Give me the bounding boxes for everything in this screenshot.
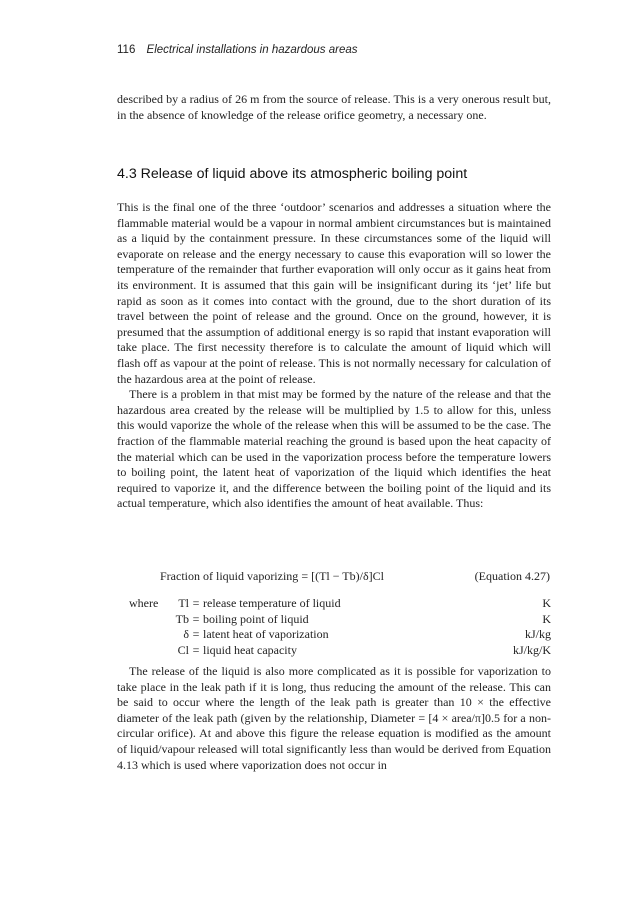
equation-body [160, 569, 384, 584]
equation-expression: = [(Tl − Tb)/δ]Cl [301, 569, 384, 583]
where-label: where [129, 596, 159, 610]
variable-definitions [129, 596, 551, 658]
running-title: Electrical installations in hazardous areas [146, 44, 358, 56]
equation-4-27 [160, 569, 550, 584]
intro-block [117, 92, 551, 123]
variable-definition: release temperature of liquid [203, 596, 341, 610]
section-body [117, 200, 551, 512]
equation-tag: (Equation 4.27) [474, 569, 550, 583]
variable-symbol: Cl [177, 642, 189, 657]
equation-label: Fraction of liquid vaporizing [160, 569, 299, 583]
section-heading: 4.3 Release of liquid above its atmospheric boiling point [117, 166, 468, 182]
closing-block [117, 664, 551, 773]
variable-definition: liquid heat capacity [203, 642, 297, 657]
running-header [117, 44, 358, 56]
variable-row: where Tl = release temperature of liquid K [129, 596, 551, 610]
variable-unit: K [542, 596, 551, 610]
intro-paragraph: described by a radius of 26 m from the source of release. This is a very onerous result but, in the absence of knowledge of the release orifice geometry, a necessary one. [117, 92, 551, 122]
variable-unit: K [542, 611, 551, 626]
variable-definition: latent heat of vaporization [203, 627, 329, 642]
variable-row: Cl = liquid heat capacity kJ/kg/K [129, 643, 551, 659]
variable-unit: kJ/kg [524, 627, 551, 642]
variable-symbol: Tl [178, 596, 189, 610]
variable-definition: boiling point of liquid [203, 611, 309, 626]
paragraph-2: There is a problem in that mist may be formed by the nature of the release and that the hazardous area created by the release will be multiplied by 1.5 to allow for this, unless this would vaporize the whole of the release when this will be assumed to be the case. The fraction of the flammable material reaching the ground is based upon the heat capacity of the material which can be used in the vaporization process before the temperature lowers to boiling point, the latent heat of vaporization of the liquid which identifies the heat required to vaporize it, and the difference between the boiling point of the liquid and its actual temperature, which also identifies the amount of heat available. Thus: [117, 387, 551, 511]
variable-symbol: Tb [175, 611, 189, 626]
variable-unit: kJ/kg/K [512, 642, 551, 657]
variable-symbol: δ [183, 627, 189, 642]
variable-row: Tb = boiling point of liquid K [129, 612, 551, 628]
paragraph-3: The release of the liquid is also more complicated as it is possible for vaporization to take place in the leak path if it is long, thus reducing the amount of the release. This can be said to occur where the length of the leak path is greater than 10 × the effective diameter of the leak path (given by the relationship, Diameter = [4 × area/π]0.5 for a non-circular orifice). At and above this figure the release equation is modified as the amount of liquid/vapour released will total significantly less than would be derived from Equation 4.13 which is used where vaporization does not occur in [117, 664, 551, 772]
page-number: 116 [117, 44, 136, 56]
variable-row: δ = latent heat of vaporization kJ/kg [129, 627, 551, 643]
paragraph-1: This is the final one of the three ‘outdoor’ scenarios and addresses a situation where the flammable material would be a vapour in normal ambient circumstances but is maintained as a liquid by the containment pressure. In these circumstances some of the liquid will evaporate on release and the energy necessary to cause this evaporation will so lower the temperature of the remainder that further evaporation will only occur as it gains heat from its environment. It is assumed that this gain will be insignificant during its ‘jet’ life but rapid as soon as it comes into contact with the ground, due to the short duration of its travel between the point of release and the ground. Once on the ground, however, it is presumed that the assumption of additional energy is so rapid that instant evaporation will take place. The first necessity therefore is to calculate the amount of liquid which will flash off as vapour at the point of release. This is not normally necessary for calculation of the hazardous area at the point of release. [117, 200, 551, 386]
